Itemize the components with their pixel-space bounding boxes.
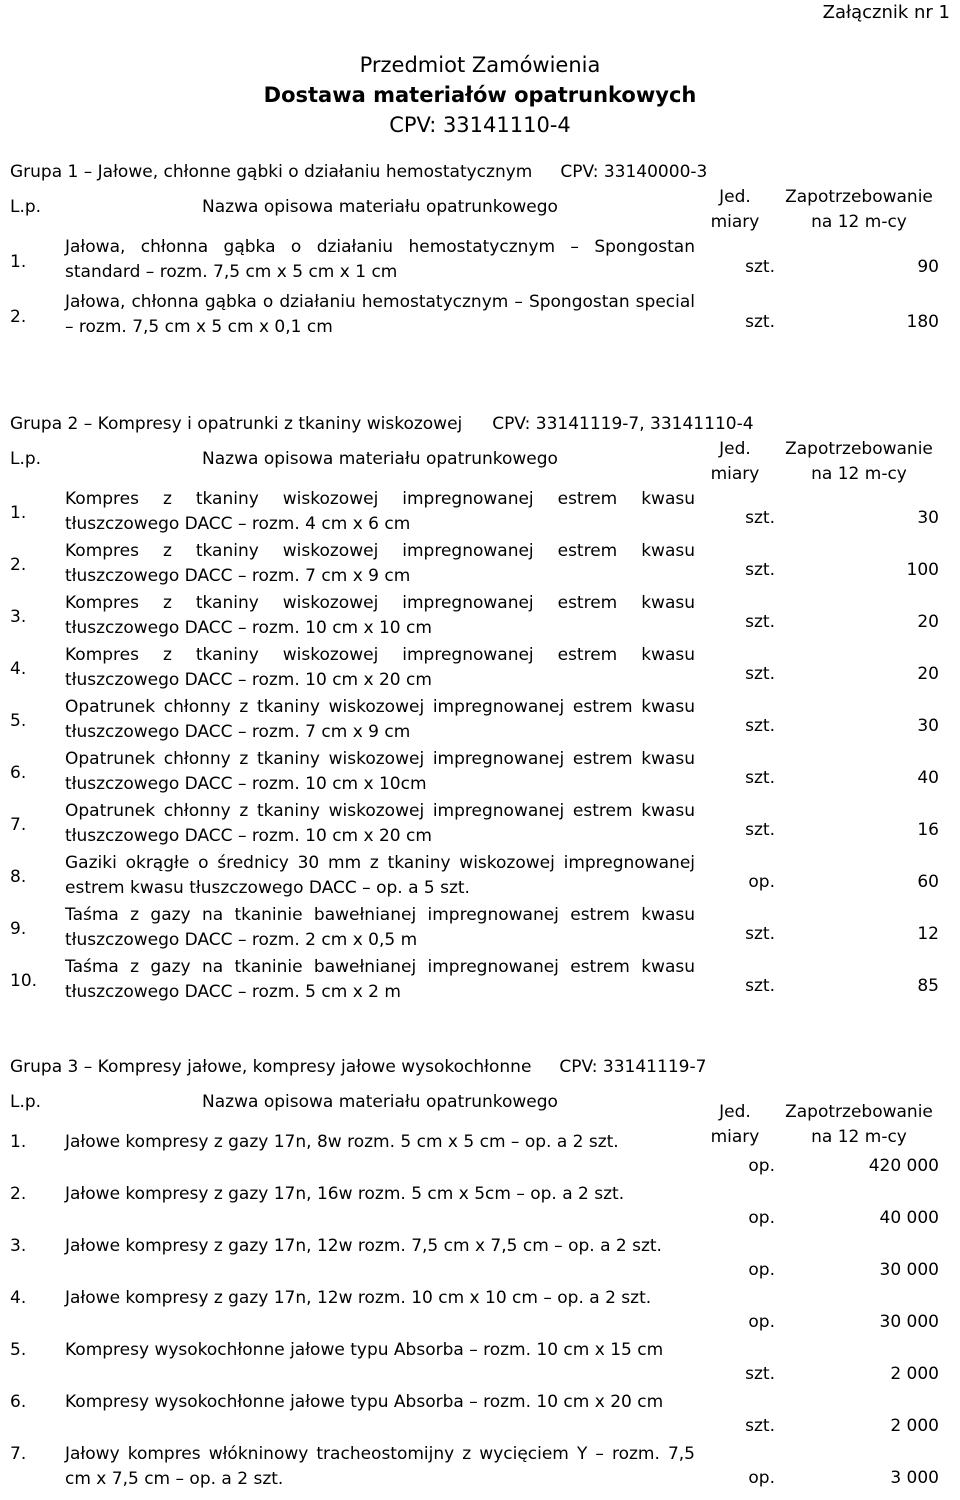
header-unit	[695, 437, 779, 487]
group-3	[10, 1055, 950, 1494]
row-number: 7.	[10, 814, 27, 835]
table-row	[10, 290, 950, 345]
row-description: Kompres z tkaniny wiskozowej impregnowanej estrem kwasu tłuszczowego DACC – rozm. 10 cm x 10 cm	[65, 593, 695, 638]
row-description: Kompres z tkaniny wiskozowej impregnowanej estrem kwasu tłuszczowego DACC – rozm. 4 cm x 6 cm	[65, 489, 695, 534]
header-quantity	[779, 185, 949, 235]
row-number: 8.	[10, 866, 27, 887]
header-unit-line1: Jed.	[719, 1102, 751, 1122]
row-unit: op.	[748, 871, 775, 892]
row-number: 4.	[10, 658, 27, 679]
group-1	[10, 160, 950, 345]
row-description: Jałowe kompresy z gazy 17n, 8w rozm. 5 cm x 5 cm – op. a 2 szt.	[65, 1132, 619, 1152]
header-quantity-line2: na 12 m-cy	[811, 1127, 907, 1147]
group-title	[10, 1055, 950, 1080]
row-quantity: 40	[917, 767, 939, 788]
group-title-spacer	[532, 160, 560, 185]
row-quantity: 2 000	[890, 1363, 939, 1384]
row-quantity: 2 000	[890, 1415, 939, 1436]
row-unit: szt.	[745, 715, 775, 736]
row-description: Jałowe kompresy z gazy 17n, 12w rozm. 10 cm x 10 cm – op. a 2 szt.	[65, 1288, 652, 1308]
row-unit: szt.	[745, 663, 775, 684]
table-row	[10, 1442, 950, 1494]
row-unit: szt.	[745, 1363, 775, 1384]
row-description: Gaziki okrągłe o średnicy 30 mm z tkaniny wiskozowej impregnowanej estrem kwasu tłuszczowego DACC – op. a 5 szt.	[65, 853, 695, 898]
row-quantity: 90	[917, 257, 939, 277]
row-quantity: 30 000	[879, 1311, 939, 1332]
row-description: Kompres z tkaniny wiskozowej impregnowanej estrem kwasu tłuszczowego DACC – rozm. 7 cm x 9 cm	[65, 541, 695, 586]
row-unit: szt.	[745, 975, 775, 996]
header-description: Nazwa opisowa materiału opatrunkowego	[202, 449, 558, 469]
row-number: 2.	[10, 307, 27, 327]
row-number: 1.	[10, 252, 27, 272]
header-unit	[695, 185, 779, 235]
table-row	[10, 1130, 950, 1182]
row-number: 9.	[10, 918, 27, 939]
row-number: 2.	[10, 1184, 27, 1204]
header-quantity-line2: na 12 m-cy	[811, 464, 907, 484]
group-title	[10, 160, 950, 185]
row-quantity: 16	[917, 819, 939, 840]
table-header	[10, 437, 950, 487]
document-title	[0, 50, 960, 140]
row-description: Taśma z gazy na tkaninie bawełnianej impregnowanej estrem kwasu tłuszczowego DACC – rozm. 5 cm x 2 m	[65, 957, 695, 1002]
table-row	[10, 1390, 950, 1442]
header-unit-line1: Jed.	[719, 187, 751, 207]
row-quantity: 20	[917, 611, 939, 632]
row-number: 1.	[10, 502, 27, 523]
row-quantity: 30 000	[879, 1259, 939, 1280]
row-number: 6.	[10, 1392, 27, 1412]
row-description: Jałowa, chłonna gąbka o działaniu hemostatycznym – Spongostan standard – rozm. 7,5 cm x 5 cm x 1 cm	[65, 237, 695, 282]
row-unit: op.	[748, 1207, 775, 1228]
header-unit-line1: Jed.	[719, 439, 751, 459]
group-cpv: CPV: 33141119-7, 33141110-4	[492, 414, 754, 434]
header-quantity	[779, 437, 949, 487]
row-number: 4.	[10, 1288, 27, 1308]
table-row	[10, 695, 950, 747]
row-description: Jałowe kompresy z gazy 17n, 12w rozm. 7,5 cm x 7,5 cm – op. a 2 szt.	[65, 1236, 662, 1256]
row-number: 2.	[10, 554, 27, 575]
annex-label: Załącznik nr 1	[822, 2, 950, 23]
group-cpv: CPV: 33141119-7	[559, 1057, 707, 1077]
row-quantity: 180	[906, 312, 939, 332]
row-number: 6.	[10, 762, 27, 783]
row-quantity: 12	[917, 923, 939, 944]
row-number: 5.	[10, 710, 27, 731]
header-description: Nazwa opisowa materiału opatrunkowego	[202, 1092, 558, 1112]
row-unit: szt.	[745, 257, 775, 277]
table-row	[10, 903, 950, 955]
title-line-3: CPV: 33141110-4	[389, 113, 571, 137]
header-lp: L.p.	[10, 449, 42, 469]
row-unit: szt.	[745, 767, 775, 788]
table-header	[10, 185, 950, 235]
row-unit: op.	[748, 1155, 775, 1176]
table-row	[10, 799, 950, 851]
header-quantity-line1: Zapotrzebowanie	[785, 439, 933, 459]
row-number: 1.	[10, 1132, 27, 1152]
header-quantity-line1: Zapotrzebowanie	[785, 187, 933, 207]
row-description: Kompresy wysokochłonne jałowe typu Absorba – rozm. 10 cm x 15 cm	[65, 1340, 664, 1360]
table-row	[10, 1234, 950, 1286]
row-unit: op.	[748, 1467, 775, 1488]
group-cpv: CPV: 33140000-3	[560, 162, 708, 182]
table-row	[10, 643, 950, 695]
row-quantity: 30	[917, 507, 939, 528]
row-number: 5.	[10, 1340, 27, 1360]
row-description: Opatrunek chłonny z tkaniny wiskozowej impregnowanej estrem kwasu tłuszczowego DACC – rozm. 7 cm x 9 cm	[65, 697, 695, 742]
row-description: Opatrunek chłonny z tkaniny wiskozowej impregnowanej estrem kwasu tłuszczowego DACC – rozm. 10 cm x 10cm	[65, 749, 695, 794]
header-quantity-line2: na 12 m-cy	[811, 212, 907, 232]
row-unit: szt.	[745, 819, 775, 840]
row-description: Kompres z tkaniny wiskozowej impregnowanej estrem kwasu tłuszczowego DACC – rozm. 10 cm x 20 cm	[65, 645, 695, 690]
row-quantity: 85	[917, 975, 939, 996]
row-number: 3.	[10, 1236, 27, 1256]
row-number: 3.	[10, 606, 27, 627]
row-unit: szt.	[745, 923, 775, 944]
group-name: Grupa 3 – Kompresy jałowe, kompresy jałowe wysokochłonne	[10, 1057, 532, 1077]
row-unit: op.	[748, 1311, 775, 1332]
group-name: Grupa 1 – Jałowe, chłonne gąbki o działaniu hemostatycznym	[10, 162, 533, 182]
header-description: Nazwa opisowa materiału opatrunkowego	[202, 197, 558, 217]
row-quantity: 3 000	[890, 1467, 939, 1488]
table-row	[10, 487, 950, 539]
group-title-spacer	[462, 412, 492, 437]
group-title	[10, 412, 950, 437]
row-description: Jałowy kompres włókninowy tracheostomijny z wycięciem Y – rozm. 7,5 cm x 7,5 cm – op. a 2 szt.	[65, 1444, 695, 1489]
header-unit-line2: miary	[710, 1127, 760, 1147]
header-lp: L.p.	[10, 197, 42, 217]
row-quantity: 40 000	[879, 1207, 939, 1228]
header-unit-line2: miary	[710, 464, 760, 484]
header-unit	[695, 1080, 779, 1147]
row-description: Opatrunek chłonny z tkaniny wiskozowej impregnowanej estrem kwasu tłuszczowego DACC – rozm. 10 cm x 20 cm	[65, 801, 695, 846]
group-name: Grupa 2 – Kompresy i opatrunki z tkaniny wiskozowej	[10, 414, 463, 434]
title-line-2: Dostawa materiałów opatrunkowych	[263, 83, 697, 107]
group-title-spacer	[531, 1055, 559, 1080]
table-row	[10, 955, 950, 1007]
row-quantity: 60	[917, 871, 939, 892]
row-unit: szt.	[745, 611, 775, 632]
row-unit: szt.	[745, 559, 775, 580]
row-quantity: 100	[906, 559, 939, 580]
row-number: 7.	[10, 1444, 27, 1464]
row-unit: szt.	[745, 507, 775, 528]
title-line-1: Przedmiot Zamówienia	[359, 53, 601, 77]
row-unit: op.	[748, 1259, 775, 1280]
header-quantity-line1: Zapotrzebowanie	[785, 1102, 933, 1122]
table-row	[10, 1338, 950, 1390]
row-number: 10.	[10, 970, 38, 991]
table-row	[10, 539, 950, 591]
header-quantity	[779, 1080, 949, 1147]
group-2	[10, 412, 950, 1007]
table-row	[10, 235, 950, 290]
row-quantity: 30	[917, 715, 939, 736]
header-unit-line2: miary	[710, 212, 760, 232]
row-description: Kompresy wysokochłonne jałowe typu Absorba – rozm. 10 cm x 20 cm	[65, 1392, 664, 1412]
table-row	[10, 851, 950, 903]
row-description: Jałowe kompresy z gazy 17n, 16w rozm. 5 cm x 5cm – op. a 2 szt.	[65, 1184, 625, 1204]
row-unit: szt.	[745, 1415, 775, 1436]
table-row	[10, 591, 950, 643]
table-row	[10, 1286, 950, 1338]
header-lp: L.p.	[10, 1092, 42, 1112]
row-quantity: 420 000	[868, 1155, 939, 1176]
row-quantity: 20	[917, 663, 939, 684]
table-row	[10, 1182, 950, 1234]
row-description: Taśma z gazy na tkaninie bawełnianej impregnowanej estrem kwasu tłuszczowego DACC – rozm. 2 cm x 0,5 m	[65, 905, 695, 950]
row-unit: szt.	[745, 312, 775, 332]
table-row	[10, 747, 950, 799]
row-description: Jałowa, chłonna gąbka o działaniu hemostatycznym – Spongostan special – rozm. 7,5 cm x 5 cm x 0,1 cm	[65, 292, 695, 337]
